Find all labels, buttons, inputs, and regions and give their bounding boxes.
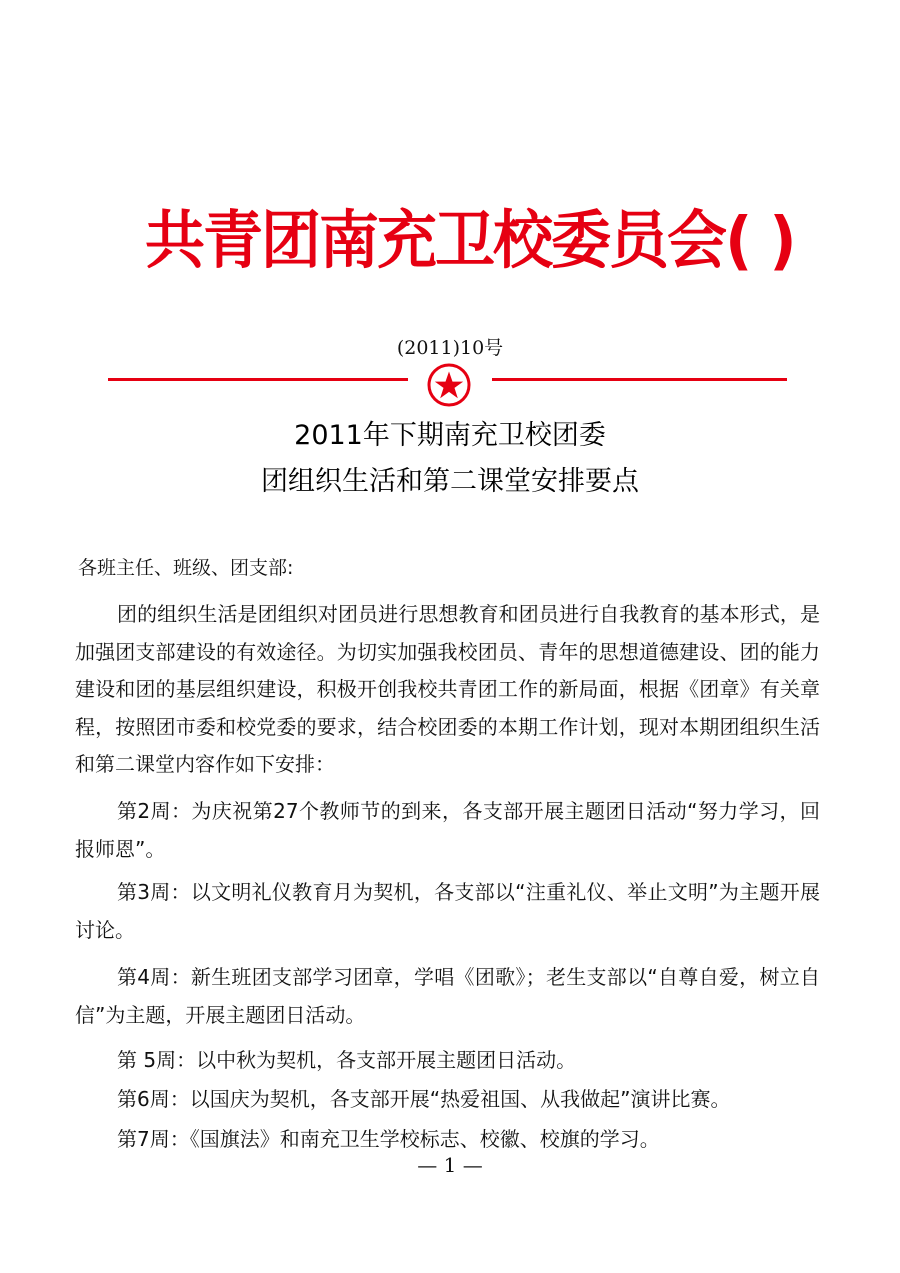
intro-paragraph: 团的组织生活是团组织对团员进行思想教育和团员进行自我教育的基本形式，是加强团支部建设的有效途径。为切实加强我校团员、青年的思想道德建设、团的能力建设和团的基层组织建设，积极开创我校共青团工作的新局面，根据《团章》有关章程，按照团市委和校党委的要求，结合校团委的本期工作计划，现对本期团组织生活和第二课堂内容作如下安排：	[75, 602, 820, 776]
org-header-title: 共青团南充卫校委员会( )	[145, 204, 795, 278]
document-number: (2011)10号	[396, 337, 504, 359]
schedule-item-week-5: 第 5周：以中秋为契机，各支部开展主题团日活动。	[117, 1048, 577, 1072]
document-title-line-2: 团组织生活和第二课堂安排要点	[261, 466, 639, 497]
red-star-icon	[426, 362, 472, 408]
schedule-item-week-4: 第4周：新生班团支部学习团章，学唱《团歌》；老生支部以“自尊自爱，树立自信”为主题，开展主题团日活动。	[75, 965, 820, 1027]
red-divider-right	[492, 378, 787, 381]
document-title-line-1: 2011年下期南充卫校团委	[294, 420, 606, 451]
schedule-item-week-3: 第3周：以文明礼仪教育月为契机，各支部以“注重礼仪、举止文明”为主题开展讨论。	[75, 880, 820, 942]
page-number: — 1 —	[417, 1153, 483, 1177]
schedule-item-week-6: 第6周：以国庆为契机，各支部开展“热爱祖国、从我做起”演讲比赛。	[117, 1087, 731, 1111]
salutation: 各班主任、班级、团支部:	[78, 557, 294, 579]
schedule-item-week-7: 第7周：《国旗法》和南充卫生学校标志、校徽、校旗的学习。	[117, 1127, 660, 1151]
schedule-item-week-2: 第2周：为庆祝第27个教师节的到来，各支部开展主题团日活动“努力学习，回报师恩”。	[75, 799, 820, 861]
red-divider-left	[108, 378, 408, 381]
